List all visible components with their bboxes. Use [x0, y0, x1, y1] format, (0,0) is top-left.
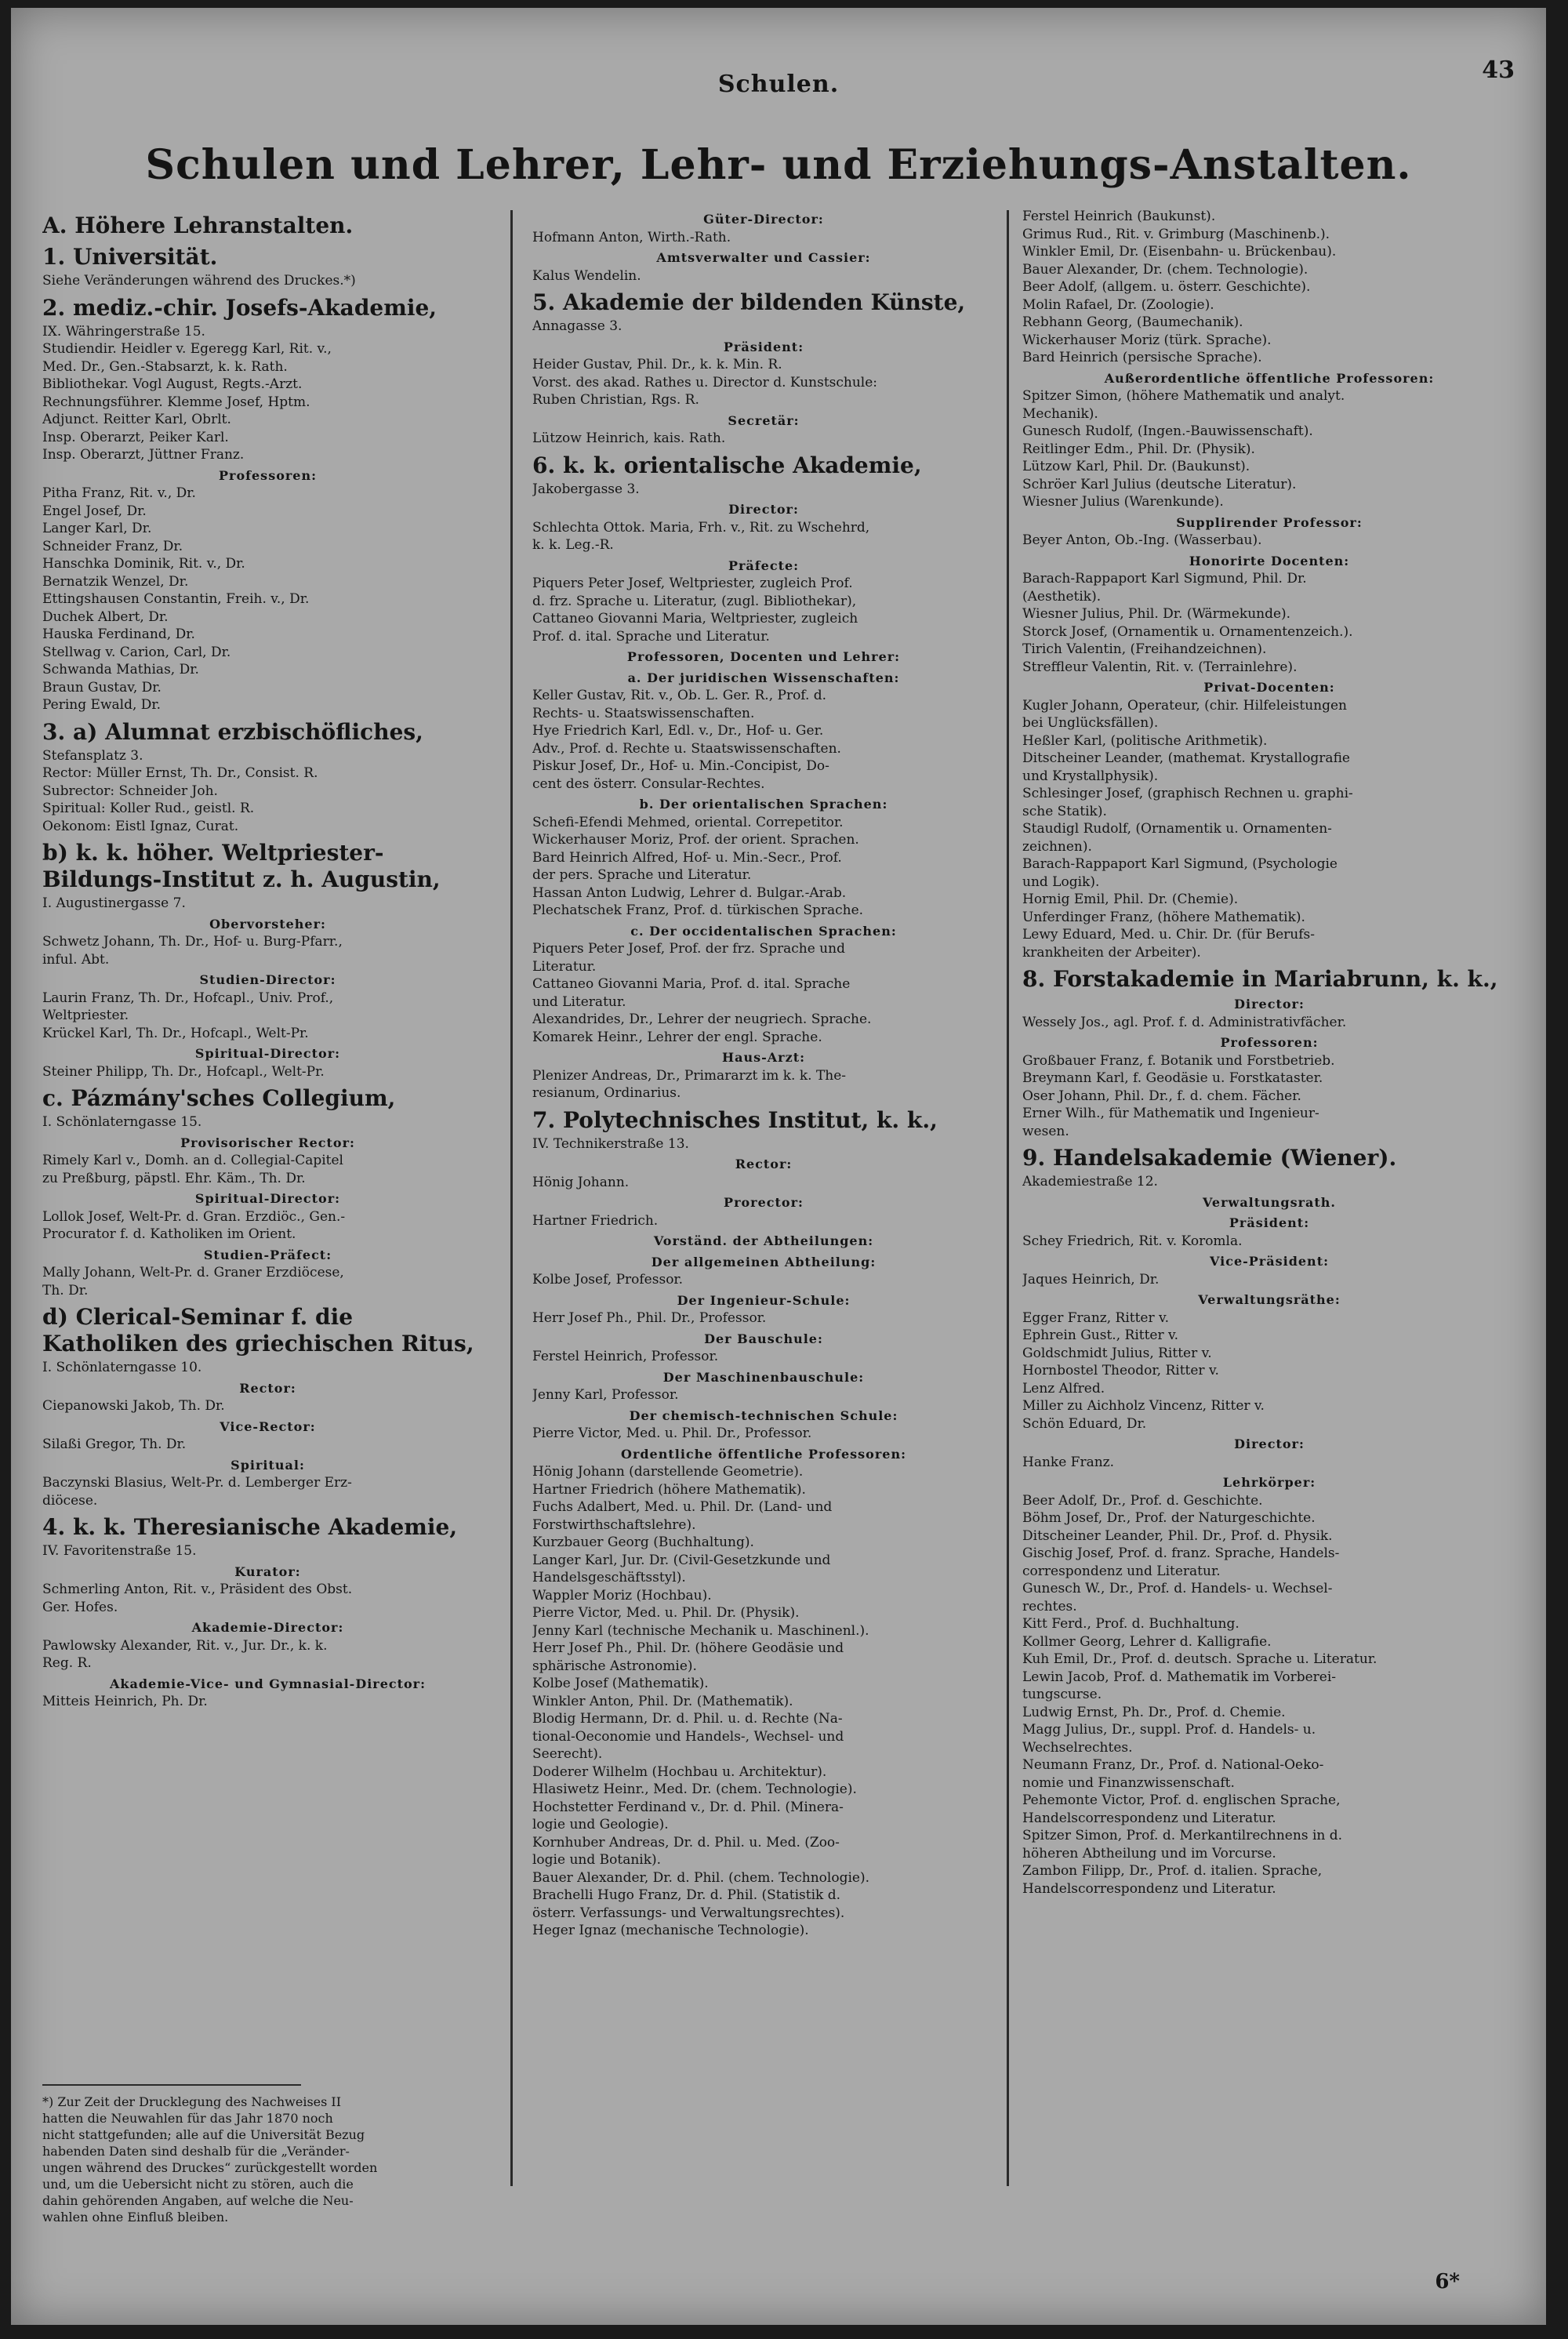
sub-heading: b. Der orientalischen Sprachen: — [639, 797, 888, 812]
entry-line: Hönig Johann (darstellende Geometrie). — [532, 1464, 804, 1480]
entry-line: Med. Dr., Gen.-Stabsarzt, k. k. Rath. — [42, 358, 288, 375]
entry-line: I. Schönlaterngasse 15. — [42, 1114, 202, 1130]
entry-line: Breymann Karl, f. Geodäsie u. Forstkataster. — [1022, 1070, 1323, 1086]
sub-heading: Der Maschinenbauschule: — [662, 1369, 865, 1385]
entry-line: Spiritual: Koller Rud., geistl. R. — [42, 801, 255, 816]
entry-line: Studiendir. Heidler v. Egeregg Karl, Rit. v., — [42, 341, 332, 357]
entry-line: Kollmer Georg, Lehrer d. Kalligrafie. — [1022, 1633, 1272, 1650]
entry-line: Stefansplatz 3. — [42, 747, 143, 764]
entry-line: Winkler Emil, Dr. (Eisenbahn- u. Brückenbau). — [1022, 244, 1337, 260]
section-heading: 2. mediz.-chir. Josefs-Akademie, — [42, 294, 437, 321]
entry-line: Bard Heinrich Alfred, Hof- u. Min.-Secr., Prof. — [532, 849, 842, 866]
entry-line: Siehe Veränderungen während des Druckes.*) — [42, 273, 356, 289]
entry-line: Hanschka Dominik, Rit. v., Dr. — [42, 556, 245, 572]
entry-line: Doderer Wilhelm (Hochbau u. Architektur). — [532, 1763, 827, 1780]
entry-line: tungscurse. — [1022, 1687, 1102, 1702]
entry-line: Hochstetter Ferdinand v., Dr. d. Phil. (Minera- — [532, 1799, 844, 1815]
entry-line: Schwetz Johann, Th. Dr., Hof- u. Burg-Pfarr., — [42, 934, 343, 950]
entry-line: resianum, Ordinarius. — [532, 1085, 681, 1101]
entry-line: Lollok Josef, Welt-Pr. d. Gran. Erzdiöc., Gen.- — [42, 1208, 346, 1225]
entry-line: Wickerhauser Moriz (türk. Sprache). — [1022, 332, 1272, 348]
entry-line: und Logik). — [1022, 873, 1100, 890]
entry-line: Tirich Valentin, (Freihandzeichnen). — [1022, 641, 1267, 657]
entry-line: Piskur Josef, Dr., Hof- u. Min.-Concipist, Do- — [532, 758, 829, 774]
entry-line: Krückel Karl, Th. Dr., Hofcapl., Welt-Pr. — [42, 1025, 309, 1041]
entry-line: Schmerling Anton, Rit. v., Präsident des Obst. — [42, 1582, 353, 1597]
entry-line: Hanke Franz. — [1022, 1454, 1115, 1470]
entry-line: zeichnen). — [1022, 838, 1092, 855]
entry-line: Rebhann Georg, (Baumechanik). — [1022, 314, 1243, 330]
sub-heading: Director: — [1234, 997, 1305, 1012]
entry-line: Böhm Josef, Dr., Prof. der Naturgeschichte. — [1022, 1510, 1316, 1526]
entry-line: correspondenz und Literatur. — [1022, 1563, 1221, 1579]
entry-line: Ettingshausen Constantin, Freih. v., Dr. — [42, 591, 310, 607]
entry-line: Winkler Anton, Phil. Dr. (Mathematik). — [532, 1693, 793, 1709]
entry-line: bei Unglücksfällen). — [1022, 715, 1159, 731]
entry-line: Jenny Karl, Professor. — [532, 1387, 679, 1403]
entry-line: Adv., Prof. d. Rechte u. Staatswissenschaften. — [532, 740, 841, 757]
entry-line: Ludwig Ernst, Ph. Dr., Prof. d. Chemie. — [1022, 1704, 1286, 1720]
sub-heading: Director: — [1234, 1436, 1305, 1451]
sub-heading: Vice-Rector: — [220, 1418, 316, 1434]
sub-heading: Akademie-Vice- und Gymnasial-Director: — [109, 1676, 426, 1691]
entry-line: Staudigl Rudolf, (Ornamentik u. Ornamenten- — [1022, 821, 1332, 837]
footnote — [42, 2094, 493, 2225]
entry-line: Pering Ewald, Dr. — [42, 697, 162, 713]
entry-line: Hassan Anton Ludwig, Lehrer d. Bulgar.-Arab. — [532, 884, 847, 901]
entry-line: Schefi-Efendi Mehmed, oriental. Correpetitor. — [532, 814, 844, 830]
entry-line: Schey Friedrich, Rit. v. Koromla. — [1022, 1233, 1243, 1249]
entry-line: Ferstel Heinrich (Baukunst). — [1022, 209, 1216, 224]
entry-line: Rechnungsführer. Klemme Josef, Hptm. — [42, 394, 310, 410]
entry-line: (Aesthetik). — [1022, 588, 1102, 605]
entry-line: Plechatschek Franz, Prof. d. türkischen Sprache. — [532, 903, 864, 918]
entry-line: Goldschmidt Julius, Ritter v. — [1022, 1345, 1212, 1361]
entry-line: Handelsgeschäftsstyl). — [532, 1570, 686, 1585]
entry-line: Kitt Ferd., Prof. d. Buchhaltung. — [1022, 1616, 1240, 1632]
entry-line: Ger. Hofes. — [42, 1599, 118, 1615]
entry-line: Rimely Karl v., Domh. an d. Collegial-Capitel — [42, 1153, 343, 1168]
entry-line: Handelscorrespondenz und Literatur. — [1022, 1880, 1276, 1897]
entry-line: Schlesinger Josef, (graphisch Rechnen u. graphi- — [1022, 786, 1353, 801]
entry-line: Forstwirthschaftslehre). — [532, 1516, 696, 1533]
entry-line: Alexandrides, Dr., Lehrer der neugriech. Sprache. — [532, 1012, 872, 1027]
section-heading: 6. k. k. orientalische Akademie, — [532, 452, 922, 478]
entry-line: Lützow Heinrich, kais. Rath. — [532, 430, 726, 446]
entry-line: k. k. Leg.-R. — [532, 537, 614, 553]
sub-heading: Ordentliche öffentliche Professoren: — [621, 1446, 906, 1462]
entry-line: Ferstel Heinrich, Professor. — [532, 1349, 719, 1364]
entry-line: wesen. — [1022, 1123, 1069, 1139]
entry-line: Unferdinger Franz, (höhere Mathematik). — [1022, 909, 1305, 925]
section-heading: d) Clerical-Seminar f. die Katholiken des griechischen Ritus, — [42, 1304, 474, 1357]
sub-heading: Präfecte: — [728, 558, 800, 573]
entry-line: Hye Friedrich Karl, Edl. v., Dr., Hof- u. Ger. — [532, 723, 824, 739]
entry-line: Heider Gustav, Phil. Dr., k. k. Min. R. — [532, 357, 782, 372]
entry-line: Wickerhauser Moriz, Prof. der orient. Sprachen. — [532, 832, 859, 848]
entry-line: I. Augustinergasse 7. — [42, 895, 186, 911]
entry-line: Gunesch W., Dr., Prof. d. Handels- u. Wechsel- — [1022, 1581, 1333, 1596]
entry-line: Fuchs Adalbert, Med. u. Phil. Dr. (Land- und — [532, 1499, 833, 1515]
entry-line: Kolbe Josef (Mathematik). — [532, 1676, 709, 1691]
entry-line: Wessely Jos., agl. Prof. f. d. Administrativfächer. — [1022, 1014, 1347, 1030]
section-heading: 3. a) Alumnat erzbischöfliches, — [42, 718, 423, 745]
entry-line: Schlechta Ottok. Maria, Frh. v., Rit. zu Wschehrd, — [532, 519, 870, 536]
entry-line: Bernatzik Wenzel, Dr. — [42, 573, 189, 590]
entry-line: Weltpriester. — [42, 1008, 129, 1023]
section-heading: c. Pázmány'sches Collegium, — [42, 1085, 396, 1111]
sub-heading: Präsident: — [1229, 1215, 1310, 1230]
entry-line: Langer Karl, Jur. Dr. (Civil-Gesetzkunde und — [532, 1552, 831, 1568]
section-heading: 7. Polytechnisches Institut, k. k., — [532, 1106, 938, 1133]
column-divider — [510, 210, 513, 2186]
entry-line: Th. Dr. — [42, 1282, 89, 1298]
entry-line: IX. Währingerstraße 15. — [42, 323, 205, 340]
entry-line: Silaßi Gregor, Th. Dr. — [42, 1436, 187, 1452]
entry-line: Zambon Filipp, Dr., Prof. d. italien. Sprache, — [1022, 1863, 1323, 1879]
entry-line: Herr Josef Ph., Phil. Dr. (höhere Geodäsie und — [532, 1640, 844, 1656]
entry-line: tional-Oeconomie und Handels-, Wechsel- und — [532, 1728, 844, 1745]
footnote-line: nicht stattgefunden; alle auf die Universität Bezug — [42, 2127, 365, 2142]
sub-heading: Lehrkörper: — [1222, 1475, 1316, 1490]
entry-line: Spitzer Simon, Prof. d. Merkantilrechnens in d. — [1022, 1828, 1343, 1843]
sub-heading: Amtsverwalter und Cassier: — [656, 250, 871, 265]
sub-heading: Provisorischer Rector: — [180, 1135, 355, 1150]
entry-line: diöcese. — [42, 1492, 98, 1509]
entry-line: Miller zu Aichholz Vincenz, Ritter v. — [1022, 1398, 1265, 1414]
entry-line: Rechts- u. Staatswissenschaften. — [532, 705, 755, 721]
entry-line: Storck Josef, (Ornamentik u. Ornamentenzeich.). — [1022, 623, 1353, 640]
sub-heading: Director: — [728, 502, 799, 517]
entry-line: Insp. Oberarzt, Peiker Karl. — [42, 429, 229, 445]
entry-line: Cattaneo Giovanni Maria, Weltpriester, zugleich — [532, 611, 858, 627]
entry-line: Pitha Franz, Rit. v., Dr. — [42, 485, 196, 501]
sub-heading: Der Ingenieur-Schule: — [677, 1292, 851, 1308]
page — [11, 8, 1546, 2325]
entry-line: Gunesch Rudolf, (Ingen.-Bauwissenschaft). — [1022, 423, 1313, 439]
entry-line: krankheiten der Arbeiter). — [1022, 944, 1201, 961]
entry-line: Baczynski Blasius, Welt-Pr. d. Lemberger Erz- — [42, 1475, 352, 1491]
entry-line: Laurin Franz, Th. Dr., Hofcapl., Univ. Prof., — [42, 990, 334, 1006]
entry-line: Hornig Emil, Phil. Dr. (Chemie). — [1022, 892, 1239, 907]
entry-line: Hofmann Anton, Wirth.-Rath. — [532, 229, 731, 245]
page-title: Schulen und Lehrer, Lehr- und Erziehungs-Anstalten. — [145, 141, 1412, 189]
entry-line: Neumann Franz, Dr., Prof. d. National-Oeko- — [1022, 1757, 1324, 1773]
sub-heading: Studien-Director: — [199, 972, 336, 987]
entry-line: Wiesner Julius (Warenkunde). — [1022, 494, 1224, 510]
section-heading: 4. k. k. Theresianische Akademie, — [42, 1514, 458, 1540]
entry-line: Wechselrechtes. — [1022, 1739, 1133, 1756]
entry-line: Piquers Peter Josef, Weltpriester, zugleich Prof. — [532, 576, 853, 591]
entry-line: Lewin Jacob, Prof. d. Mathematik im Vorberei- — [1022, 1669, 1337, 1685]
footnote-line: wahlen ohne Einfluß bleiben. — [42, 2210, 229, 2225]
sub-heading: Der allgemeinen Abtheilung: — [651, 1254, 877, 1269]
entry-line: cent des österr. Consular-Rechtes. — [532, 775, 765, 792]
entry-line: Bibliothekar. Vogl August, Regts.-Arzt. — [42, 376, 303, 392]
entry-line: Subrector: Schneider Joh. — [42, 783, 218, 799]
entry-line: Akademiestraße 12. — [1022, 1174, 1158, 1189]
entry-line: Oekonom: Eistl Ignaz, Curat. — [42, 818, 239, 834]
entry-line: Kuh Emil, Dr., Prof. d. deutsch. Sprache u. Literatur. — [1022, 1651, 1377, 1667]
sub-heading: Der chemisch-technischen Schule: — [629, 1407, 898, 1423]
page-number: 43 — [1482, 56, 1515, 84]
column-right — [1022, 208, 1516, 2294]
sub-heading: Spiritual-Director: — [194, 1191, 341, 1206]
entry-line: Pehemonte Victor, Prof. d. englischen Sprache, — [1022, 1792, 1341, 1808]
entry-line: Duchek Albert, Dr. — [42, 608, 169, 625]
entry-line: Brachelli Hugo Franz, Dr. d. Phil. (Statistik d. — [532, 1887, 841, 1903]
entry-line: Jaques Heinrich, Dr. — [1022, 1271, 1160, 1288]
entry-line: Ditscheiner Leander, (mathemat. Krystallografie — [1022, 750, 1350, 766]
entry-line: Piquers Peter Josef, Prof. der frz. Sprache und — [532, 941, 845, 957]
entry-line: Kolbe Josef, Professor. — [532, 1272, 684, 1288]
sub-heading: Secretär: — [728, 412, 800, 428]
column-divider — [1007, 210, 1009, 2186]
entry-line: Gischig Josef, Prof. d. franz. Sprache, Handels- — [1022, 1545, 1340, 1561]
entry-line: Schneider Franz, Dr. — [42, 538, 183, 554]
column-middle — [532, 208, 995, 2294]
sub-heading: Rector: — [239, 1380, 296, 1396]
entry-line: IV. Technikerstraße 13. — [532, 1135, 689, 1152]
entry-line: Egger Franz, Ritter v. — [1022, 1309, 1170, 1326]
entry-line: Plenizer Andreas, Dr., Primararzt im k. k. The- — [532, 1067, 847, 1084]
sub-heading: c. Der occidentalischen Sprachen: — [630, 923, 897, 939]
entry-line: Rector: Müller Ernst, Th. Dr., Consist. R. — [42, 765, 318, 781]
section-heading: b) k. k. höher. Weltpriester-Bildungs-Institut z. h. Augustin, — [42, 840, 441, 892]
section-heading: A. Höhere Lehranstalten. — [42, 212, 354, 238]
entry-line: Wappler Moriz (Hochbau). — [532, 1587, 712, 1604]
entry-line: höheren Abtheilung und im Vorcurse. — [1022, 1845, 1276, 1861]
entry-line: logie und Botanik). — [532, 1852, 662, 1868]
entry-line: Langer Karl, Dr. — [42, 521, 152, 536]
entry-line: und Krystallphysik). — [1022, 768, 1159, 784]
entry-line: Oser Johann, Phil. Dr., f. d. chem. Fächer. — [1022, 1088, 1301, 1104]
entry-line: rechtes. — [1022, 1598, 1077, 1614]
entry-line: Ephrein Gust., Ritter v. — [1022, 1327, 1178, 1343]
entry-line: und Literatur. — [532, 993, 626, 1010]
entry-line: Literatur. — [532, 958, 597, 975]
entry-line: Schwanda Mathias, Dr. — [42, 662, 199, 677]
footnote-line: ungen während des Druckes“ zurückgestellt worden — [42, 2160, 378, 2175]
entry-line: Komarek Heinr., Lehrer der engl. Sprache. — [532, 1029, 822, 1045]
entry-line: Pierre Victor, Med. u. Phil. Dr. (Physik). — [532, 1605, 800, 1621]
entry-line: Schröer Karl Julius (deutsche Literatur). — [1022, 476, 1297, 492]
entry-line: Handelscorrespondenz und Literatur. — [1022, 1810, 1276, 1826]
entry-line: IV. Favoritenstraße 15. — [42, 1543, 197, 1559]
entry-line: d. frz. Sprache u. Literatur, (zugl. Bibliothekar), — [532, 593, 857, 609]
sub-heading: Vice-Präsident: — [1210, 1254, 1329, 1269]
sub-heading: a. Der juridischen Wissenschaften: — [627, 670, 900, 685]
entry-line: Ciepanowski Jakob, Th. Dr. — [42, 1398, 225, 1414]
entry-line: Hornbostel Theodor, Ritter v. — [1022, 1363, 1219, 1378]
entry-line: Grimus Rud., Rit. v. Grimburg (Maschinenb.). — [1022, 226, 1330, 242]
entry-line: logie und Geologie). — [532, 1817, 669, 1832]
sub-heading: Spiritual: — [230, 1457, 305, 1473]
signature-mark: 6* — [1435, 2270, 1460, 2294]
entry-line: Kornhuber Andreas, Dr. d. Phil. u. Med. (Zoo- — [532, 1834, 840, 1850]
footnote-line: hatten die Neuwahlen für das Jahr 1870 noch — [42, 2111, 333, 2126]
entry-line: Lützow Karl, Phil. Dr. (Baukunst). — [1022, 459, 1250, 474]
entry-line: Ruben Christian, Rgs. R. — [532, 392, 699, 408]
entry-line: Hartner Friedrich (höhere Mathematik). — [532, 1481, 806, 1498]
sub-heading: Spiritual-Director: — [194, 1046, 341, 1061]
sub-heading: Professoren: — [1220, 1035, 1319, 1050]
entry-line: Mally Johann, Welt-Pr. d. Graner Erzdiöcese, — [42, 1265, 344, 1280]
entry-line: Ditscheiner Leander, Phil. Dr., Prof. d. Physik. — [1022, 1527, 1333, 1544]
entry-line: Kugler Johann, Operateur, (chir. Hilfeleistungen — [1022, 697, 1348, 714]
entry-line: Procurator f. d. Katholiken im Orient. — [42, 1226, 296, 1242]
footnote-line: dahin gehörenden Angaben, auf welche die Neu- — [42, 2193, 354, 2208]
sub-heading: Akademie-Director: — [191, 1620, 344, 1635]
entry-line: Steiner Philipp, Th. Dr., Hofcapl., Welt-Pr. — [42, 1063, 325, 1080]
entry-line: Keller Gustav, Rit. v., Ob. L. Ger. R., Prof. d. — [532, 688, 827, 703]
sub-heading: Kurator: — [234, 1564, 301, 1579]
entry-line: Mechanik). — [1022, 405, 1098, 422]
entry-line: Adjunct. Reitter Karl, Obrlt. — [42, 412, 231, 427]
entry-line: Magg Julius, Dr., suppl. Prof. d. Handels- u. — [1022, 1722, 1316, 1738]
entry-line: Barach-Rappaport Karl Sigmund, Phil. Dr. — [1022, 571, 1307, 587]
entry-line: Heger Ignaz (mechanische Technologie). — [532, 1923, 809, 1938]
entry-line: Annagasse 3. — [532, 318, 622, 334]
sub-heading: Privat-Docenten: — [1203, 680, 1335, 695]
entry-line: inful. Abt. — [42, 951, 110, 968]
sub-heading: Professoren, Docenten und Lehrer: — [626, 649, 901, 664]
entry-line: Cattaneo Giovanni Maria, Prof. d. ital. Sprache — [532, 976, 851, 992]
sub-heading: Studien-Präfect: — [203, 1247, 332, 1262]
footnote-line: habenden Daten sind deshalb für die „Veränder- — [42, 2144, 350, 2159]
entry-line: österr. Verfassungs- und Verwaltungsrechtes). — [532, 1905, 845, 1921]
entry-line: nomie und Finanzwissenschaft. — [1022, 1774, 1235, 1791]
sub-heading: Vorständ. der Abtheilungen: — [653, 1233, 874, 1248]
entry-line: Pierre Victor, Med. u. Phil. Dr., Professor. — [532, 1426, 812, 1441]
sub-heading: Haus-Arzt: — [722, 1050, 805, 1065]
entry-line: der pers. Sprache und Literatur. — [532, 867, 752, 883]
entry-line: Molin Rafael, Dr. (Zoologie). — [1022, 296, 1214, 313]
entry-line: Erner Wilh., für Mathematik und Ingenieur- — [1022, 1106, 1319, 1121]
entry-line: Beyer Anton, Ob.-Ing. (Wasserbau). — [1022, 532, 1262, 548]
entry-line: Lewy Eduard, Med. u. Chir. Dr. (für Berufs- — [1022, 927, 1315, 943]
entry-line: Bard Heinrich (persische Sprache). — [1022, 350, 1262, 365]
entry-line: Kalus Wendelin. — [532, 267, 641, 284]
entry-line: sphärische Astronomie). — [532, 1658, 697, 1674]
entry-line: Bauer Alexander, Dr. (chem. Technologie). — [1022, 261, 1308, 278]
footnote-line: und, um die Uebersicht nicht zu stören, auch die — [42, 2177, 354, 2192]
entry-line: Hönig Johann. — [532, 1174, 630, 1190]
section-heading: 5. Akademie der bildenden Künste, — [532, 289, 966, 315]
entry-line: Seerecht). — [532, 1746, 603, 1762]
entry-line: sche Statik). — [1022, 803, 1107, 819]
entry-line: Streffleur Valentin, Rit. v. (Terrainlehre). — [1022, 659, 1298, 675]
entry-line: I. Schönlaterngasse 10. — [42, 1360, 202, 1375]
entry-line: Hauska Ferdinand, Dr. — [42, 627, 195, 642]
entry-line: Herr Josef Ph., Phil. Dr., Professor. — [532, 1310, 767, 1326]
entry-line: Wiesner Julius, Phil. Dr. (Wärmekunde). — [1022, 606, 1291, 622]
entry-line: Barach-Rappaport Karl Sigmund, (Psychologie — [1022, 856, 1338, 872]
entry-line: Stellwag v. Carion, Carl, Dr. — [42, 644, 231, 660]
section-heading: 1. Universität. — [42, 244, 218, 270]
entry-line: Hartner Friedrich. — [532, 1212, 659, 1229]
entry-line: Pawlowsky Alexander, Rit. v., Jur. Dr., k. k. — [42, 1637, 328, 1654]
entry-line: Lenz Alfred. — [1022, 1380, 1105, 1396]
sub-heading: Prorector: — [724, 1195, 804, 1210]
entry-line: Vorst. des akad. Rathes u. Director d. Kunstschule: — [532, 374, 878, 390]
entry-line: Kurzbauer Georg (Buchhaltung). — [532, 1535, 754, 1550]
footnote-divider — [42, 2084, 301, 2086]
sub-heading: Professoren: — [218, 467, 318, 483]
entry-line: Schön Eduard, Dr. — [1022, 1415, 1147, 1432]
entry-line: Großbauer Franz, f. Botanik und Forstbetrieb. — [1022, 1052, 1335, 1069]
sub-heading: Außerordentliche öffentliche Professoren: — [1104, 370, 1435, 386]
entry-line: Jenny Karl (technische Mechanik u. Maschinenl.). — [532, 1622, 869, 1639]
entry-line: Insp. Oberarzt, Jüttner Franz. — [42, 447, 245, 463]
entry-line: zu Preßburg, päpstl. Ehr. Käm., Th. Dr. — [42, 1170, 306, 1186]
entry-line: Reg. R. — [42, 1655, 92, 1671]
entry-line: Blodig Hermann, Dr. d. Phil. u. d. Rechte (Na- — [532, 1711, 843, 1727]
sub-heading: Honorirte Docenten: — [1189, 553, 1350, 568]
section-heading: 9. Handelsakademie (Wiener). — [1022, 1145, 1397, 1171]
column-left — [42, 208, 493, 2294]
entry-line: Hlasiwetz Heinr., Med. Dr. (chem. Technologie). — [532, 1781, 857, 1797]
running-head: Schulen. — [717, 71, 840, 98]
entry-line: Reitlinger Edm., Phil. Dr. (Physik). — [1022, 441, 1255, 457]
section-heading: 8. Forstakademie in Mariabrunn, k. k., — [1022, 966, 1498, 992]
entry-line: Jakobergasse 3. — [532, 481, 640, 497]
entry-line: Spitzer Simon, (höhere Mathematik und analyt. — [1022, 388, 1345, 404]
sub-heading: Obervorsteher: — [209, 916, 326, 932]
entry-line: Braun Gustav, Dr. — [42, 679, 162, 696]
entry-line: Beer Adolf, Dr., Prof. d. Geschichte. — [1022, 1492, 1263, 1509]
entry-line: Mitteis Heinrich, Ph. Dr. — [42, 1694, 208, 1709]
entry-line: Engel Josef, Dr. — [42, 503, 147, 519]
footnote-line: *) Zur Zeit der Drucklegung des Nachweises II — [42, 2094, 342, 2109]
sub-heading: Rector: — [735, 1157, 793, 1171]
entry-line: Bauer Alexander, Dr. d. Phil. (chem. Technologie). — [532, 1869, 869, 1886]
sub-heading: Güter-Director: — [703, 212, 824, 227]
sub-heading: Verwaltungsräthe: — [1198, 1292, 1341, 1307]
entry-line: Heßler Karl, (politische Arithmetik). — [1022, 732, 1268, 749]
entry-line: Prof. d. ital. Sprache und Literatur. — [532, 628, 770, 645]
sub-heading: Der Bauschule: — [704, 1331, 823, 1346]
sub-heading: Präsident: — [723, 339, 804, 354]
sub-heading: Supplirender Professor: — [1176, 514, 1363, 530]
entry-line: Beer Adolf, (allgem. u. österr. Geschichte). — [1022, 279, 1311, 295]
sub-heading: Verwaltungsrath. — [1202, 1194, 1336, 1210]
